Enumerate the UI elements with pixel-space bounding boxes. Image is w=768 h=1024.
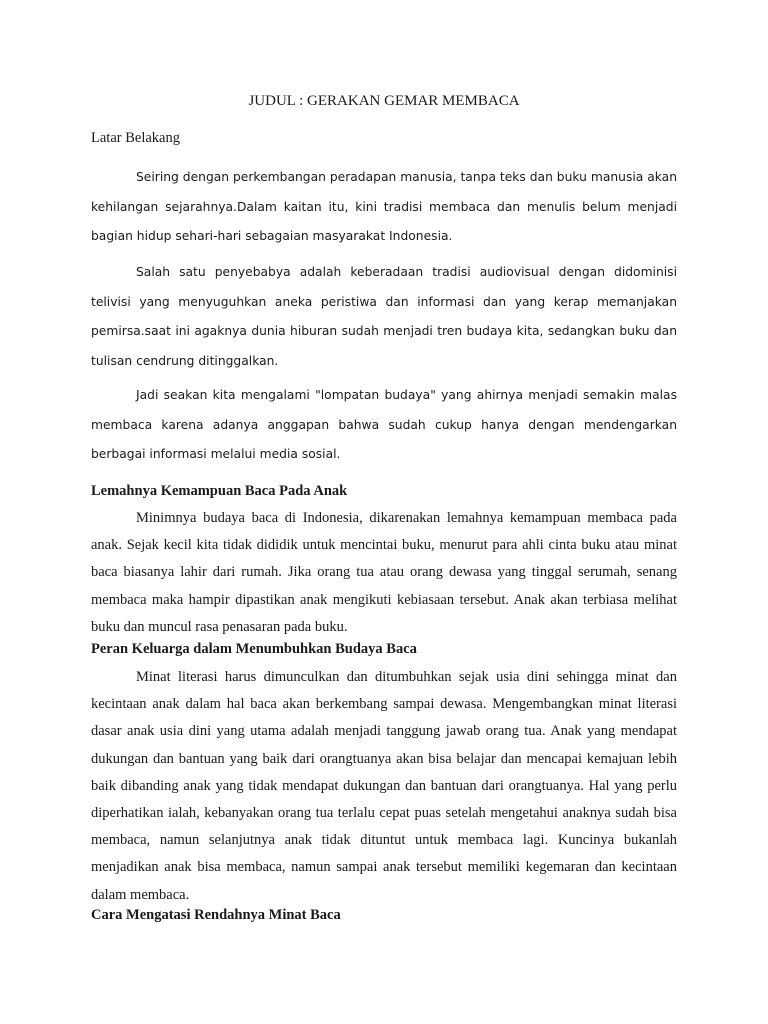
heading-lemahnya-kemampuan: Lemahnya Kemampuan Baca Pada Anak <box>91 483 348 499</box>
paragraph-3: Jadi seakan kita mengalami "lompatan budaya" yang ahirnya menjadi semakin malas membaca karena adanya anggapan bahwa sudah cukup hanya dengan mendengarkan berbagai informasi melalui media sosial. <box>91 388 677 461</box>
paragraph-4: Minimnya budaya baca di Indonesia, dikarenakan lemahnya kemampuan membaca pada anak. Sejak kecil kita tidak dididik untuk mencintai buku, menurut para ahli cinta buku atau minat baca biasanya lahir dari rumah. Jika orang tua atau orang dewasa yang tinggal serumah, senang membaca maka hampir dipastikan anak mengikuti kebiasaan tersebut. Anak akan terbiasa melihat buku dan muncul rasa penasaran pada buku. <box>91 510 677 635</box>
heading-latar-belakang: Latar Belakang <box>91 130 180 146</box>
paragraph-2: Salah satu penyebabya adalah keberadaan tradisi audiovisual dengan didominisi telivisi yang menyuguhkan aneka peristiwa dan informasi dan yang kerap memanjakan pemirsa.saat ini agaknya dunia hiburan sudah menjadi tren budaya kita, sedangkan buku dan tulisan cendrung ditinggalkan. <box>91 265 677 368</box>
paragraph-5: Minat literasi harus dimunculkan dan ditumbuhkan sejak usia dini sehingga minat dan kecintaan anak dalam hal baca akan berkembang sampai dewasa. Mengembangkan minat literasi dasar anak usia dini yang utama adalah menjadi tanggung jawab orang tua. Anak yang mendapat dukungan dan bantuan yang baik dari orangtuanya akan bisa belajar dan mencapai kemajuan lebih baik dibanding anak yang tidak mendapat dukungan dan bantuan dari orangtuanya. Hal yang perlu diperhatikan ialah, kebanyakan orang tua terlalu cepat puas setelah mengetahui anaknya sudah bisa membaca, namun selanjutnya anak tidak dituntut untuk membaca lagi. Kuncinya bukanlah menjadikan anak bisa membaca, namun sampai anak tersebut memiliki kegemaran dan kecintaan dalam membaca. <box>91 669 677 903</box>
heading-cara-mengatasi: Cara Mengatasi Rendahnya Minat Baca <box>91 907 341 923</box>
heading-peran-keluarga: Peran Keluarga dalam Menumbuhkan Budaya Baca <box>91 641 417 657</box>
paragraph-1: Seiring dengan perkembangan peradapan manusia, tanpa teks dan buku manusia akan kehilangan sejarahnya.Dalam kaitan itu, kini tradisi membaca dan menulis belum menjadi bagian hidup sehari-hari sebagaian masyarakat Indonesia. <box>91 170 677 243</box>
document-title: JUDUL : GERAKAN GEMAR MEMBACA <box>248 93 520 109</box>
